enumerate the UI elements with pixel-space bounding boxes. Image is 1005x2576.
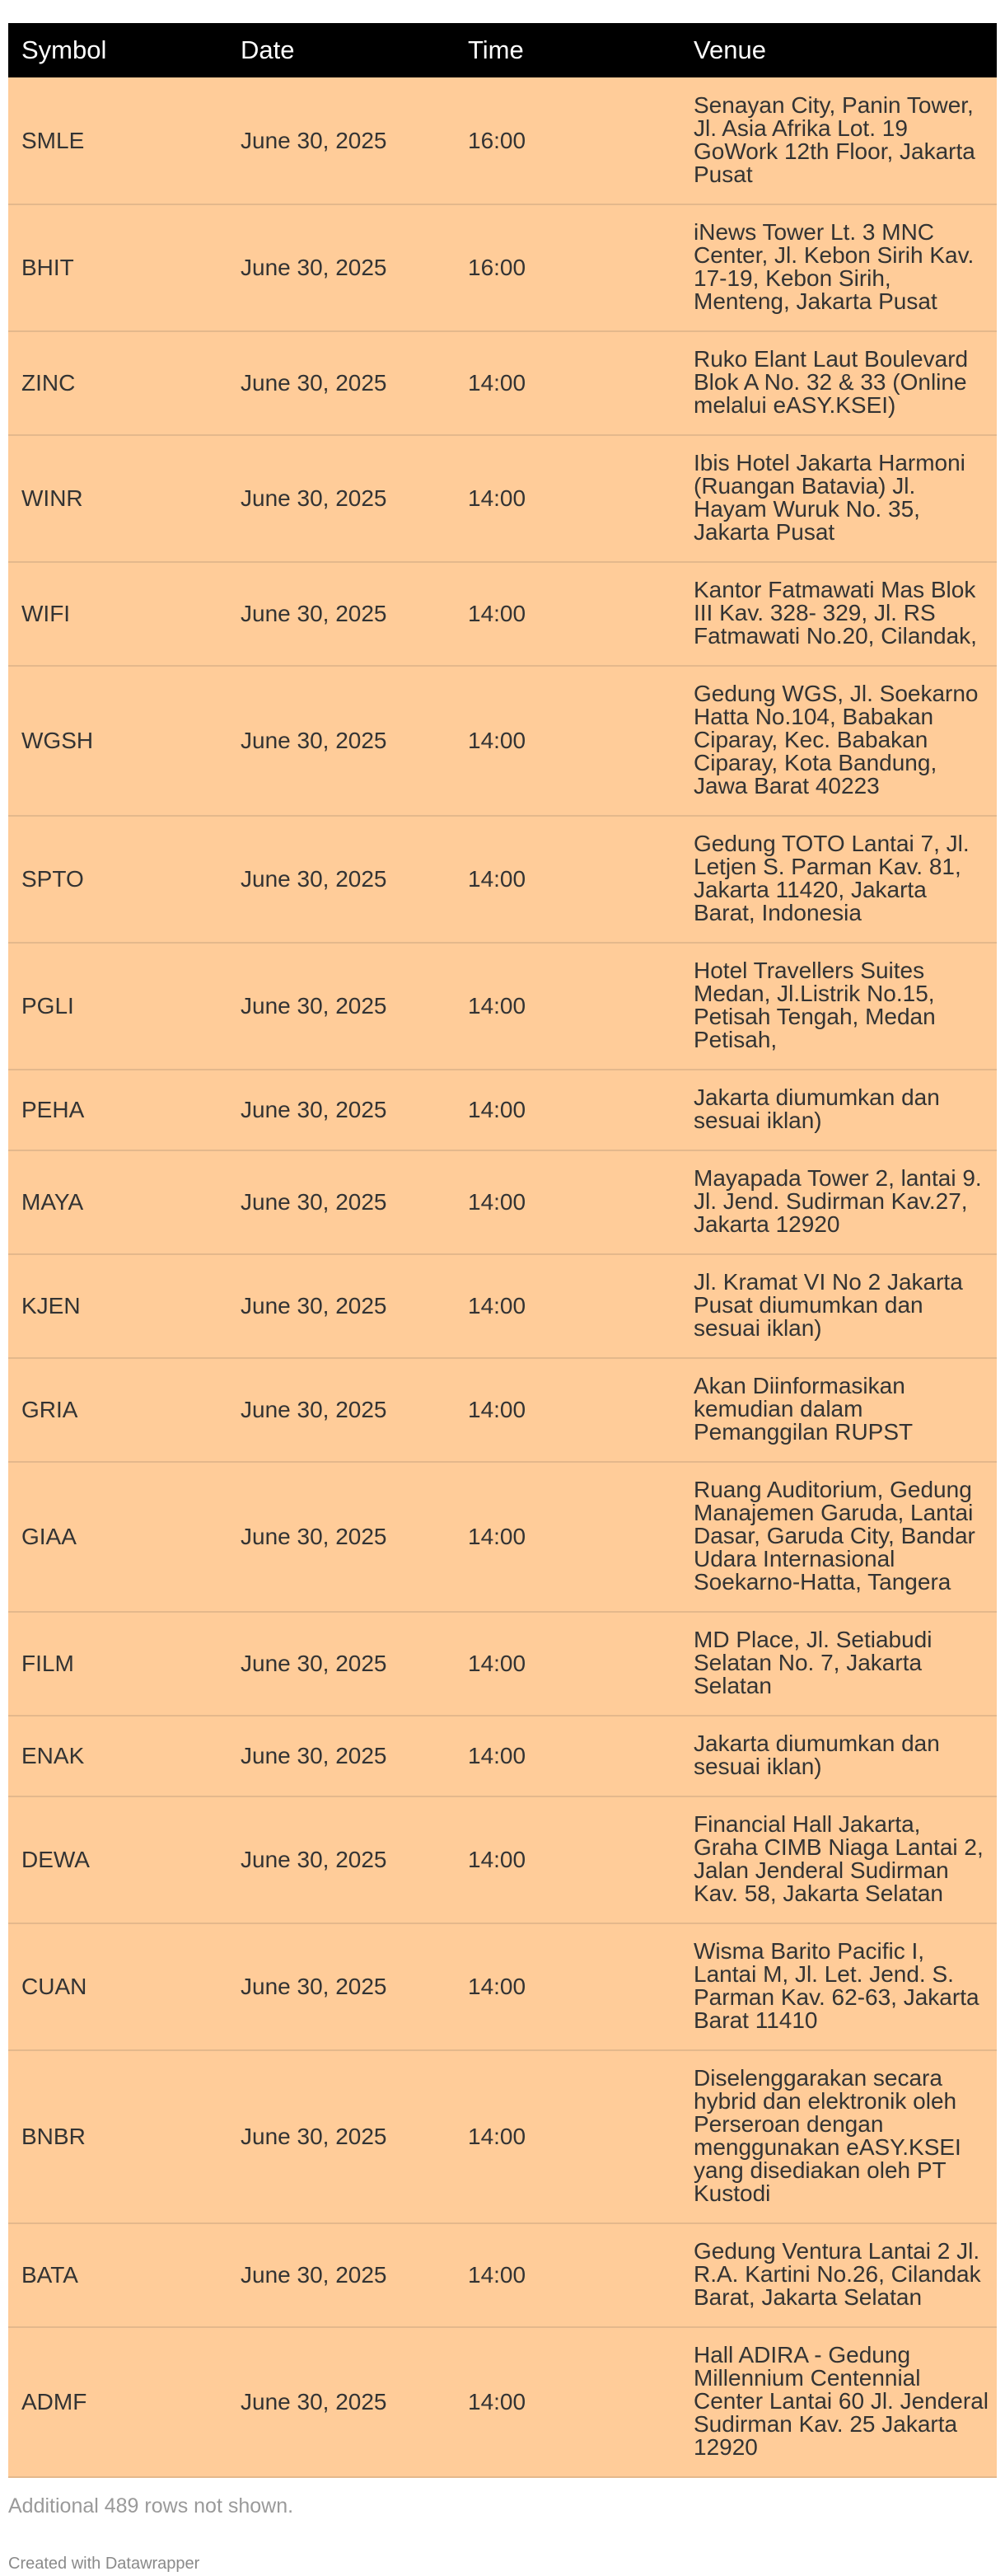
table-row (8, 1254, 997, 1358)
table-row (8, 1796, 997, 1923)
cell-symbol: SMLE (8, 77, 227, 204)
cell-date: June 30, 2025 (227, 1070, 455, 1150)
column-header-time[interactable]: Time (468, 35, 524, 64)
cell-date: June 30, 2025 (227, 1358, 455, 1462)
cell-date: June 30, 2025 (227, 331, 455, 435)
column-header-symbol[interactable]: Symbol (21, 35, 107, 64)
cell-symbol: MAYA (8, 1150, 227, 1254)
cell-date: June 30, 2025 (227, 1716, 455, 1796)
cell-time: 14:00 (455, 2223, 680, 2327)
cell-date: June 30, 2025 (227, 562, 455, 666)
cell-time: 14:00 (455, 1150, 680, 1254)
cell-date: June 30, 2025 (227, 204, 455, 331)
cell-venue: Ruang Auditorium, Gedung Manajemen Garuda, Lantai Dasar, Garuda City, Bandar Udara Internasional Soekarno-Hatta, Tangera (680, 1462, 997, 1612)
table-row (8, 435, 997, 562)
cell-date: June 30, 2025 (227, 816, 455, 943)
cell-date: June 30, 2025 (227, 943, 455, 1070)
cell-time: 14:00 (455, 1612, 680, 1716)
cell-symbol: DEWA (8, 1796, 227, 1923)
cell-symbol: GRIA (8, 1358, 227, 1462)
cell-venue: Gedung WGS, Jl. Soekarno Hatta No.104, Babakan Ciparay, Kec. Babakan Ciparay, Kota Bandung, Jawa Barat 40223 (680, 666, 997, 816)
cell-venue: Gedung Ventura Lantai 2 Jl. R.A. Kartini No.26, Cilandak Barat, Jakarta Selatan (680, 2223, 997, 2327)
cell-date: June 30, 2025 (227, 1796, 455, 1923)
cell-symbol: PGLI (8, 943, 227, 1070)
cell-date: June 30, 2025 (227, 1150, 455, 1254)
cell-date: June 30, 2025 (227, 1254, 455, 1358)
cell-time: 14:00 (455, 1796, 680, 1923)
cell-symbol: CUAN (8, 1923, 227, 2050)
datawrapper-credit: Created with Datawrapper (8, 2555, 200, 2573)
cell-symbol: ZINC (8, 331, 227, 435)
column-header-venue[interactable]: Venue (694, 35, 766, 64)
cell-symbol: WGSH (8, 666, 227, 816)
table-row (8, 943, 997, 1070)
cell-time: 14:00 (455, 1254, 680, 1358)
cell-venue: Akan Diinformasikan kemudian dalam Pemanggilan RUPST (680, 1358, 997, 1462)
cell-time: 14:00 (455, 1358, 680, 1462)
cell-date: June 30, 2025 (227, 2327, 455, 2477)
table-body (8, 77, 997, 2477)
cell-symbol: ENAK (8, 1716, 227, 1796)
table-row (8, 562, 997, 666)
cell-date: June 30, 2025 (227, 666, 455, 816)
table-row (8, 77, 997, 204)
table-row (8, 1462, 997, 1612)
table-row (8, 1070, 997, 1150)
cell-time: 14:00 (455, 2050, 680, 2223)
table-row (8, 1150, 997, 1254)
cell-time: 14:00 (455, 1462, 680, 1612)
cell-time: 14:00 (455, 2327, 680, 2477)
cell-date: June 30, 2025 (227, 2223, 455, 2327)
cell-date: June 30, 2025 (227, 2050, 455, 2223)
table-row (8, 2050, 997, 2223)
table-header (8, 23, 997, 77)
table-row (8, 666, 997, 816)
cell-time: 16:00 (455, 77, 680, 204)
cell-venue: Wisma Barito Pacific I, Lantai M, Jl. Let. Jend. S. Parman Kav. 62-63, Jakarta Barat 11410 (680, 1923, 997, 2050)
cell-symbol: BATA (8, 2223, 227, 2327)
cell-symbol: GIAA (8, 1462, 227, 1612)
cell-symbol: WINR (8, 435, 227, 562)
cell-symbol: BHIT (8, 204, 227, 331)
cell-venue: Diselenggarakan secara hybrid dan elektronik oleh Perseroan dengan menggunakan eASY.KSEI yang disediakan oleh PT Kustodi (680, 2050, 997, 2223)
table-row (8, 816, 997, 943)
cell-time: 14:00 (455, 562, 680, 666)
cell-date: June 30, 2025 (227, 1462, 455, 1612)
cell-venue: Hotel Travellers Suites Medan, Jl.Listrik No.15, Petisah Tengah, Medan Petisah, (680, 943, 997, 1070)
cell-venue: Jakarta diumumkan dan sesuai iklan) (680, 1070, 997, 1150)
table-row (8, 1923, 997, 2050)
table-notes: Additional 489 rows not shown. (8, 2494, 294, 2517)
table-row (8, 2327, 997, 2477)
cell-date: June 30, 2025 (227, 1923, 455, 2050)
cell-time: 14:00 (455, 1070, 680, 1150)
cell-venue: Ruko Elant Laut Boulevard Blok A No. 32 & 33 (Online melalui eASY.KSEI) (680, 331, 997, 435)
table-row (8, 204, 997, 331)
cell-date: June 30, 2025 (227, 435, 455, 562)
column-header-date[interactable]: Date (241, 35, 295, 64)
cell-venue: Jl. Kramat VI No 2 Jakarta Pusat diumumkan dan sesuai iklan) (680, 1254, 997, 1358)
rups-schedule-table (8, 23, 997, 2478)
cell-venue: iNews Tower Lt. 3 MNC Center, Jl. Kebon Sirih Kav. 17-19, Kebon Sirih, Menteng, Jakarta Pusat (680, 204, 997, 331)
cell-time: 14:00 (455, 666, 680, 816)
table-row (8, 1612, 997, 1716)
cell-time: 14:00 (455, 816, 680, 943)
cell-venue: Financial Hall Jakarta, Graha CIMB Niaga Lantai 2, Jalan Jenderal Sudirman Kav. 58, Jakarta Selatan (680, 1796, 997, 1923)
cell-symbol: BNBR (8, 2050, 227, 2223)
cell-venue: Mayapada Tower 2, lantai 9. Jl. Jend. Sudirman Kav.27, Jakarta 12920 (680, 1150, 997, 1254)
cell-time: 16:00 (455, 204, 680, 331)
cell-venue: Kantor Fatmawati Mas Blok III Kav. 328- 329, Jl. RS Fatmawati No.20, Cilandak, (680, 562, 997, 666)
cell-time: 14:00 (455, 1923, 680, 2050)
header-row (8, 23, 997, 77)
table-row (8, 1358, 997, 1462)
table-row (8, 331, 997, 435)
cell-venue: Senayan City, Panin Tower, Jl. Asia Afrika Lot. 19 GoWork 12th Floor, Jakarta Pusat (680, 77, 997, 204)
cell-venue: Jakarta diumumkan dan sesuai iklan) (680, 1716, 997, 1796)
cell-time: 14:00 (455, 435, 680, 562)
cell-symbol: KJEN (8, 1254, 227, 1358)
cell-symbol: WIFI (8, 562, 227, 666)
cell-symbol: PEHA (8, 1070, 227, 1150)
cell-venue: MD Place, Jl. Setiabudi Selatan No. 7, Jakarta Selatan (680, 1612, 997, 1716)
cell-date: June 30, 2025 (227, 1612, 455, 1716)
cell-venue: Ibis Hotel Jakarta Harmoni (Ruangan Batavia) Jl. Hayam Wuruk No. 35, Jakarta Pusat (680, 435, 997, 562)
cell-time: 14:00 (455, 1716, 680, 1796)
cell-symbol: FILM (8, 1612, 227, 1716)
cell-venue: Gedung TOTO Lantai 7, Jl. Letjen S. Parman Kav. 81, Jakarta 11420, Jakarta Barat, Indonesia (680, 816, 997, 943)
cell-date: June 30, 2025 (227, 77, 455, 204)
cell-time: 14:00 (455, 331, 680, 435)
cell-symbol: ADMF (8, 2327, 227, 2477)
table-row (8, 1716, 997, 1796)
table-row (8, 2223, 997, 2327)
cell-symbol: SPTO (8, 816, 227, 943)
cell-venue: Hall ADIRA - Gedung Millennium Centennial Center Lantai 60 Jl. Jenderal Sudirman Kav. 25 Jakarta 12920 (680, 2327, 997, 2477)
cell-time: 14:00 (455, 943, 680, 1070)
